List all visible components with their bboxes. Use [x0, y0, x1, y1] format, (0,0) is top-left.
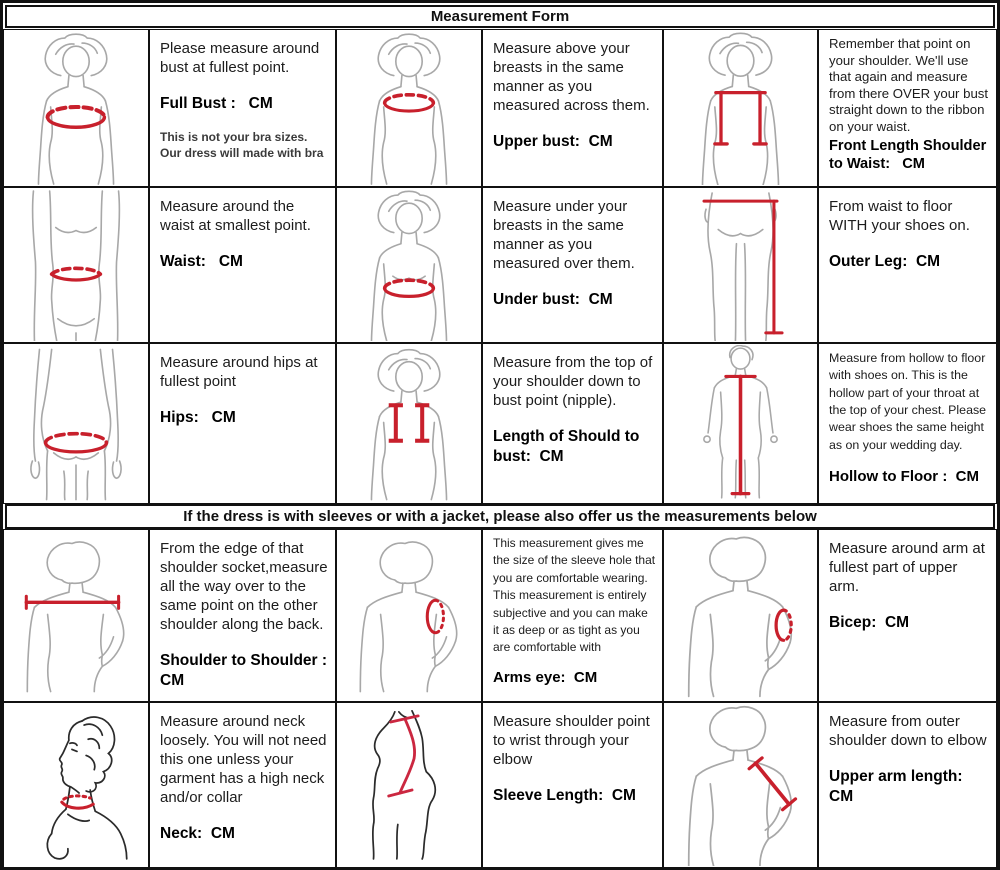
shoulder-to-shoulder-figure: [5, 531, 147, 700]
measurement-label: Length of Should to bust: CM: [493, 428, 644, 465]
instruction-cell: [149, 187, 336, 343]
outer-leg-figure: [665, 189, 816, 341]
instruction-text: Measure from hollow to floor with shoes on. This is the hollow part of your throat at the top of your chest. Please wear shoes the same height as on your wedding day.: [829, 351, 987, 452]
instruction-cell: [482, 529, 663, 702]
arms-eye-figure: [338, 531, 480, 700]
bra-note: This is not your bra sizes. Our dress will made with bra: [160, 129, 324, 160]
neck-figure: [5, 704, 147, 866]
figure-cell: [663, 343, 818, 504]
instruction-text: Remember that point on your shoulder. We'll use that again and measure from there OVER your bust straight down to the ribbon on your waist.: [829, 36, 989, 134]
figure-cell: [3, 529, 149, 702]
instruction-cell: [818, 702, 997, 868]
figure-cell: [336, 702, 482, 868]
figure-cell: [3, 187, 149, 343]
figure-cell: [3, 702, 149, 868]
shoulder-to-bust-figure: [338, 345, 480, 502]
form-title-bar: [5, 5, 995, 28]
measurement-label: Outer Leg: CM: [829, 253, 941, 271]
under-bust-figure: [338, 189, 480, 341]
front-length-figure: [665, 31, 816, 185]
instruction-cell: [482, 702, 663, 868]
instruction-cell: [149, 29, 336, 187]
measurement-label: Sleeve Length: CM: [493, 787, 636, 805]
sleeve-length-figure: [338, 704, 480, 866]
measurement-label: Upper bust: CM: [493, 133, 613, 151]
figure-cell: [663, 702, 818, 868]
instruction-text: Measure under your breasts in the same manner as you measured over them.: [493, 198, 635, 273]
figure-cell: [663, 529, 818, 702]
figure-cell: [336, 343, 482, 504]
instruction-cell: [149, 343, 336, 504]
sleeves-section-bar: [5, 504, 995, 529]
instruction-cell: [818, 529, 997, 702]
hips-figure: [5, 345, 147, 502]
instruction-text: Measure around the waist at smallest point.: [160, 198, 311, 235]
instruction-cell: [149, 702, 336, 868]
figure-cell: [3, 343, 149, 504]
instruction-text: Measure from outer shoulder down to elbow: [829, 713, 987, 750]
instruction-cell: [818, 343, 997, 504]
measurement-label: Arms eye: CM: [493, 668, 598, 686]
waist-figure: [5, 189, 147, 341]
instruction-cell: [818, 187, 997, 343]
instruction-text: This measurement gives me the size of the sleeve hole that you are comfortable wearing. This measurement is entirely subjective and you can make it as deep or as tight as you are comfortable with: [493, 536, 656, 655]
instruction-cell: [149, 529, 336, 702]
figure-cell: [663, 29, 818, 187]
instruction-text: Measure around hips at fullest point: [160, 354, 318, 391]
instruction-cell: [818, 29, 997, 187]
figure-cell: [336, 29, 482, 187]
figure-cell: [663, 187, 818, 343]
measurement-label: Hollow to Floor : CM: [829, 468, 979, 486]
instruction-text: Measure around neck loosely. You will not need this one unless your garment has a high neck and/or collar: [160, 713, 327, 807]
measurement-label: Neck: CM: [160, 825, 235, 843]
measurement-label: Bicep: CM: [829, 614, 910, 632]
instruction-text: Measure around arm at fullest part of upper arm.: [829, 540, 985, 596]
figure-cell: [3, 29, 149, 187]
instruction-text: Measure from the top of your shoulder down to bust point (nipple).: [493, 354, 653, 410]
figure-cell: [336, 187, 482, 343]
sleeves-section-header: If the dress is with sleeves or with a jacket, please also offer us the measurements below: [183, 508, 817, 525]
upper-arm-length-figure: [665, 704, 816, 866]
instruction-cell: [482, 343, 663, 504]
instruction-cell: [482, 187, 663, 343]
instruction-text: Please measure around bust at fullest point.: [160, 40, 320, 77]
instruction-cell: [482, 29, 663, 187]
bicep-figure: [665, 531, 816, 700]
measurement-label: Hips: CM: [160, 409, 236, 427]
hollow-to-floor-figure: [665, 345, 816, 502]
measurement-label: Shoulder to Shoulder : CM: [160, 652, 332, 689]
measurement-label: Front Length Shoulder to Waist: CM: [829, 138, 991, 173]
sleeve-measurements-grid: [3, 529, 997, 868]
measurement-label: Under bust: CM: [493, 291, 613, 309]
instruction-text: From waist to floor WITH your shoes on.: [829, 198, 970, 235]
measurement-label: Waist: CM: [160, 253, 243, 271]
upper-measurements-grid: [3, 29, 997, 504]
instruction-text: Measure shoulder point to wrist through your elbow: [493, 713, 650, 769]
measurement-label: Upper arm length: CM: [829, 768, 972, 805]
figure-cell: [336, 529, 482, 702]
instruction-text: Measure above your breasts in the same manner as you measured across them.: [493, 40, 650, 115]
measurement-label: Full Bust : CM: [160, 95, 273, 113]
instruction-text: From the edge of that shoulder socket,measure all the way over to the same point on the other shoulder along the back.: [160, 540, 328, 634]
form-title: Measurement Form: [430, 8, 570, 25]
full-bust-figure: [5, 31, 147, 185]
upper-bust-figure: [338, 31, 480, 185]
